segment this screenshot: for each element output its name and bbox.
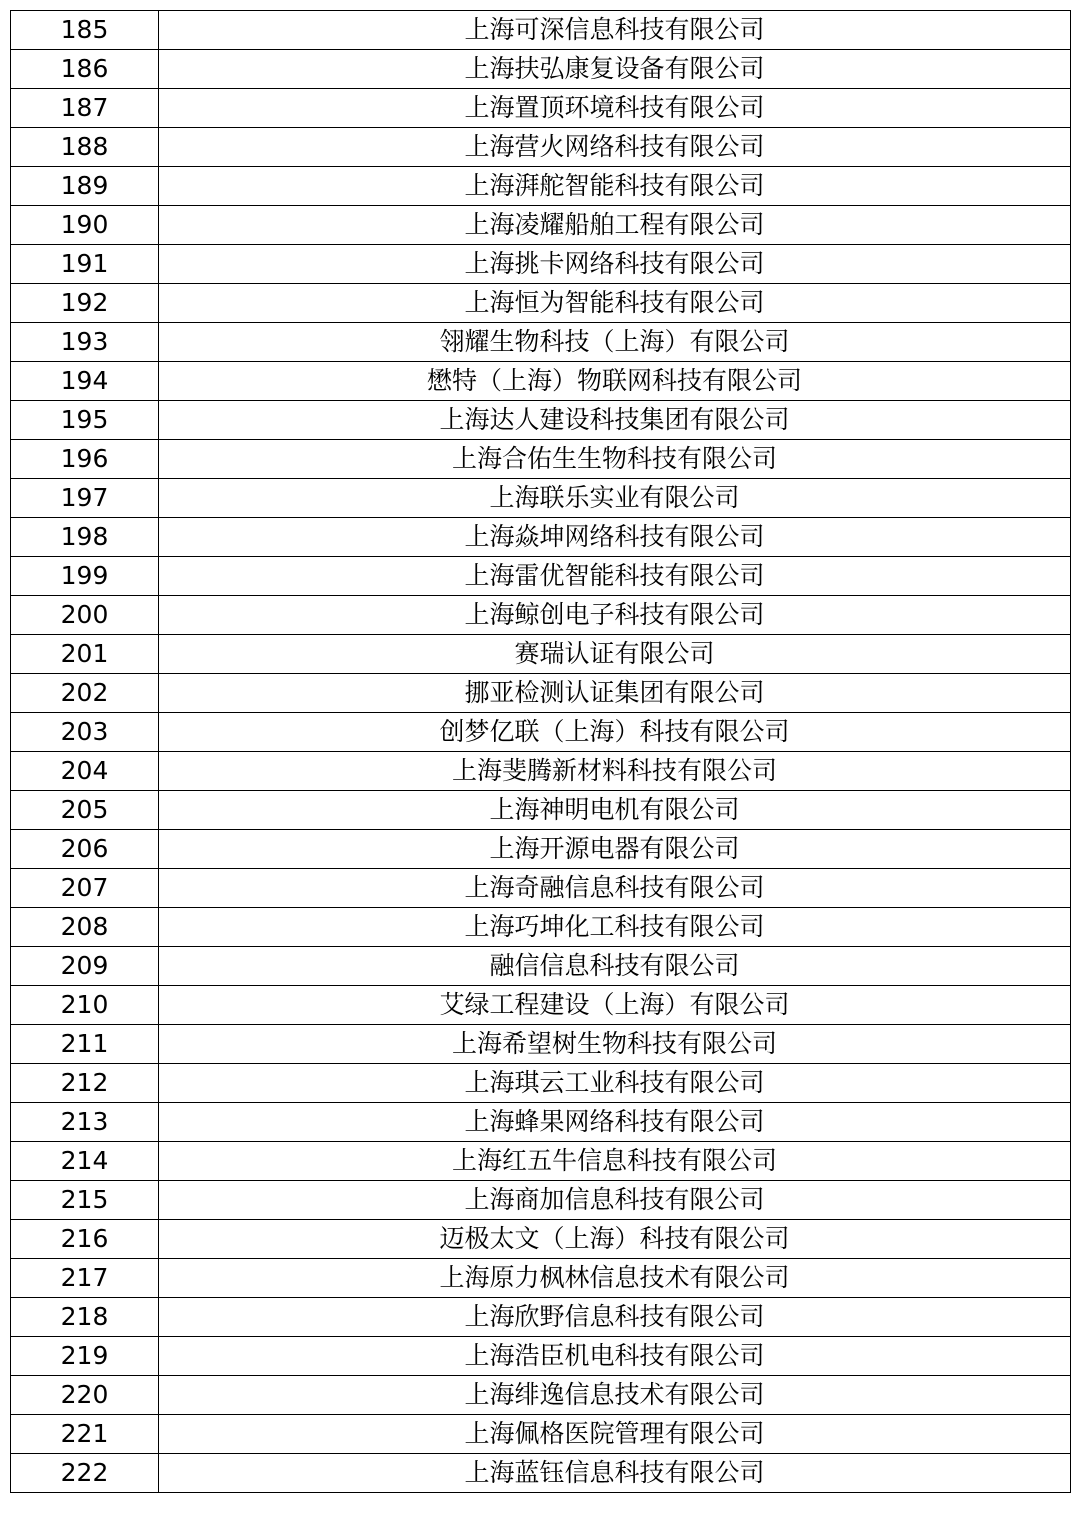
company-name-cell: 上海绯逸信息技术有限公司 xyxy=(159,1376,1071,1415)
row-number-cell: 215 xyxy=(11,1181,159,1220)
row-number-cell: 222 xyxy=(11,1454,159,1493)
table-row xyxy=(11,479,1071,518)
company-name-cell: 上海欣野信息科技有限公司 xyxy=(159,1298,1071,1337)
row-number-cell: 197 xyxy=(11,479,159,518)
company-name-cell: 挪亚检测认证集团有限公司 xyxy=(159,674,1071,713)
table-row xyxy=(11,869,1071,908)
table-row xyxy=(11,1025,1071,1064)
row-number-cell: 198 xyxy=(11,518,159,557)
company-name-cell: 懋特（上海）物联网科技有限公司 xyxy=(159,362,1071,401)
table-row xyxy=(11,11,1071,50)
table-row xyxy=(11,557,1071,596)
row-number-cell: 193 xyxy=(11,323,159,362)
company-name-cell: 上海凌耀船舶工程有限公司 xyxy=(159,206,1071,245)
company-table xyxy=(10,10,1071,1493)
table-row xyxy=(11,713,1071,752)
table-row xyxy=(11,1298,1071,1337)
row-number-cell: 199 xyxy=(11,557,159,596)
table-row xyxy=(11,1103,1071,1142)
row-number-cell: 200 xyxy=(11,596,159,635)
table-row xyxy=(11,206,1071,245)
table-row xyxy=(11,323,1071,362)
company-name-cell: 上海置顶环境科技有限公司 xyxy=(159,89,1071,128)
company-name-cell: 上海恒为智能科技有限公司 xyxy=(159,284,1071,323)
company-name-cell: 赛瑞认证有限公司 xyxy=(159,635,1071,674)
row-number-cell: 196 xyxy=(11,440,159,479)
table-row xyxy=(11,128,1071,167)
row-number-cell: 205 xyxy=(11,791,159,830)
row-number-cell: 191 xyxy=(11,245,159,284)
row-number-cell: 194 xyxy=(11,362,159,401)
row-number-cell: 214 xyxy=(11,1142,159,1181)
company-list-sheet xyxy=(10,10,1070,1493)
row-number-cell: 192 xyxy=(11,284,159,323)
table-row xyxy=(11,986,1071,1025)
row-number-cell: 211 xyxy=(11,1025,159,1064)
company-name-cell: 迈极太文（上海）科技有限公司 xyxy=(159,1220,1071,1259)
table-row xyxy=(11,830,1071,869)
company-name-cell: 上海扶弘康复设备有限公司 xyxy=(159,50,1071,89)
table-row xyxy=(11,284,1071,323)
row-number-cell: 220 xyxy=(11,1376,159,1415)
company-name-cell: 艾绿工程建设（上海）有限公司 xyxy=(159,986,1071,1025)
company-name-cell: 上海蓝钰信息科技有限公司 xyxy=(159,1454,1071,1493)
company-name-cell: 上海鲸创电子科技有限公司 xyxy=(159,596,1071,635)
company-name-cell: 上海蜂果网络科技有限公司 xyxy=(159,1103,1071,1142)
company-name-cell: 上海琪云工业科技有限公司 xyxy=(159,1064,1071,1103)
row-number-cell: 216 xyxy=(11,1220,159,1259)
company-name-cell: 上海斐腾新材料科技有限公司 xyxy=(159,752,1071,791)
company-name-cell: 上海达人建设科技集团有限公司 xyxy=(159,401,1071,440)
company-name-cell: 上海雷优智能科技有限公司 xyxy=(159,557,1071,596)
table-row xyxy=(11,440,1071,479)
company-name-cell: 上海佩格医院管理有限公司 xyxy=(159,1415,1071,1454)
table-row xyxy=(11,908,1071,947)
row-number-cell: 202 xyxy=(11,674,159,713)
company-name-cell: 创梦亿联（上海）科技有限公司 xyxy=(159,713,1071,752)
table-row xyxy=(11,1376,1071,1415)
company-name-cell: 上海浩臣机电科技有限公司 xyxy=(159,1337,1071,1376)
table-row xyxy=(11,596,1071,635)
row-number-cell: 219 xyxy=(11,1337,159,1376)
company-name-cell: 上海神明电机有限公司 xyxy=(159,791,1071,830)
company-name-cell: 上海合佑生生物科技有限公司 xyxy=(159,440,1071,479)
table-row xyxy=(11,1220,1071,1259)
table-row xyxy=(11,791,1071,830)
row-number-cell: 208 xyxy=(11,908,159,947)
row-number-cell: 195 xyxy=(11,401,159,440)
company-name-cell: 上海营火网络科技有限公司 xyxy=(159,128,1071,167)
row-number-cell: 218 xyxy=(11,1298,159,1337)
company-name-cell: 融信信息科技有限公司 xyxy=(159,947,1071,986)
table-body xyxy=(11,11,1071,1493)
row-number-cell: 221 xyxy=(11,1415,159,1454)
table-row xyxy=(11,89,1071,128)
company-name-cell: 上海巧坤化工科技有限公司 xyxy=(159,908,1071,947)
company-name-cell: 上海奇融信息科技有限公司 xyxy=(159,869,1071,908)
table-row xyxy=(11,1415,1071,1454)
table-row xyxy=(11,362,1071,401)
table-row xyxy=(11,401,1071,440)
row-number-cell: 206 xyxy=(11,830,159,869)
table-row xyxy=(11,752,1071,791)
row-number-cell: 188 xyxy=(11,128,159,167)
company-name-cell: 上海开源电器有限公司 xyxy=(159,830,1071,869)
row-number-cell: 189 xyxy=(11,167,159,206)
company-name-cell: 上海挑卡网络科技有限公司 xyxy=(159,245,1071,284)
company-name-cell: 上海可深信息科技有限公司 xyxy=(159,11,1071,50)
company-name-cell: 上海联乐实业有限公司 xyxy=(159,479,1071,518)
row-number-cell: 209 xyxy=(11,947,159,986)
company-name-cell: 上海湃舵智能科技有限公司 xyxy=(159,167,1071,206)
row-number-cell: 212 xyxy=(11,1064,159,1103)
table-row xyxy=(11,167,1071,206)
table-row xyxy=(11,674,1071,713)
company-name-cell: 上海红五牛信息科技有限公司 xyxy=(159,1142,1071,1181)
company-name-cell: 上海商加信息科技有限公司 xyxy=(159,1181,1071,1220)
table-row xyxy=(11,245,1071,284)
row-number-cell: 213 xyxy=(11,1103,159,1142)
table-row xyxy=(11,1142,1071,1181)
table-row xyxy=(11,50,1071,89)
row-number-cell: 203 xyxy=(11,713,159,752)
table-row xyxy=(11,1454,1071,1493)
row-number-cell: 185 xyxy=(11,11,159,50)
table-row xyxy=(11,1337,1071,1376)
table-row xyxy=(11,947,1071,986)
row-number-cell: 186 xyxy=(11,50,159,89)
table-row xyxy=(11,1181,1071,1220)
row-number-cell: 217 xyxy=(11,1259,159,1298)
table-row xyxy=(11,635,1071,674)
table-row xyxy=(11,518,1071,557)
company-name-cell: 上海希望树生物科技有限公司 xyxy=(159,1025,1071,1064)
table-row xyxy=(11,1259,1071,1298)
row-number-cell: 190 xyxy=(11,206,159,245)
row-number-cell: 204 xyxy=(11,752,159,791)
company-name-cell: 上海焱坤网络科技有限公司 xyxy=(159,518,1071,557)
row-number-cell: 207 xyxy=(11,869,159,908)
company-name-cell: 上海原力枫林信息技术有限公司 xyxy=(159,1259,1071,1298)
company-name-cell: 翎耀生物科技（上海）有限公司 xyxy=(159,323,1071,362)
row-number-cell: 201 xyxy=(11,635,159,674)
table-row xyxy=(11,1064,1071,1103)
row-number-cell: 187 xyxy=(11,89,159,128)
row-number-cell: 210 xyxy=(11,986,159,1025)
